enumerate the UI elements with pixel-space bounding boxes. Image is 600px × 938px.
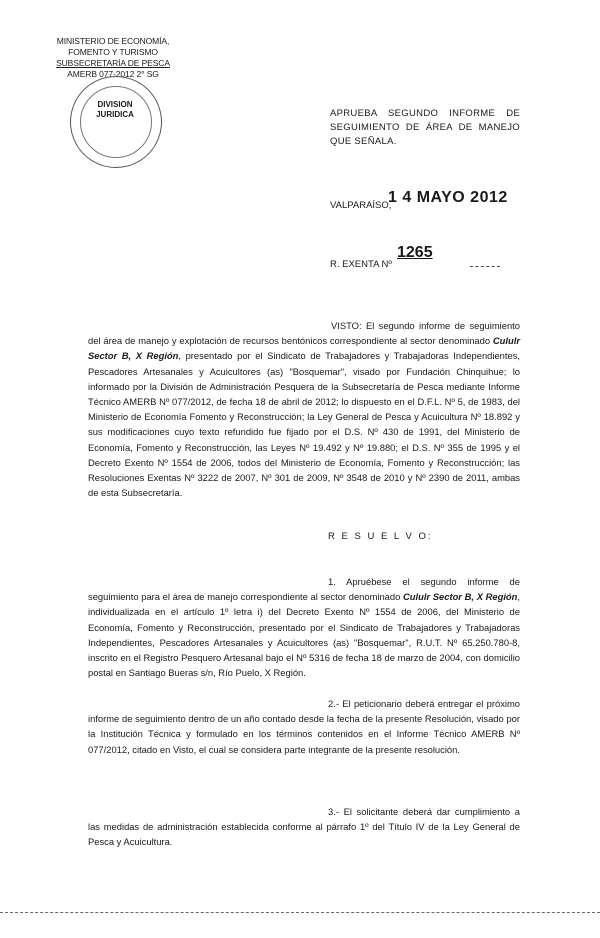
visto-paragraph: VISTO: El segundo informe de seguimiento del área de manejo y explotación de recursos bentónicos correspondiente al sector denominado Cululr Sector B, X Región, presentado por el Sindicato de Trabajadores y Trabajadoras Independientes, Pescadores Artesanales y Acuicultores (as) "Bosquemar", visado por Fundación Chinquihue; lo informado por la División de Administración Pesquera de la Subsecretaría de Pesca mediante Informe Técnico AMERB Nº 077/2012, de fecha 18 de abril de 2012; lo dispuesto en el D.F.L. Nº 5, de 1983, del Ministerio de Economía Fomento y Reconstrucción; la Ley General de Pesca y Acuicultura Nº 18.892 y sus modificaciones cuyo texto refundido fue fijado por el D.S. Nº 430 de 1991, del Ministerio de Economía, Fomento y Reconstrucción, las Leyes Nº 19.492 y Nº 19.880; el D.S. Nº 355 de 1995 y el Decreto Exento Nº 1554 de 2006, todos del Ministerio de Economía, Fomento y Reconstrucción; las Resoluciones Exentas Nº 3222 de 2007, Nº 301 de 2009, Nº 3548 de 2010 y Nº 2390 de 2011, ambas de esta Subsecretaría. [88, 320, 521, 499]
place: VALPARAÍSO, [330, 200, 392, 211]
item-3-lead: 3.- El solicitante deberá dar cumplimiento a [328, 806, 520, 817]
page-bottom-dashes [0, 912, 600, 917]
item-1-lead: 1. Apruébese el segundo informe de [328, 576, 520, 587]
resolution-item-3: 3.- El solicitante deberá dar cumplimiento a las medidas de administración establecida conforme al párrafo 1º del Título IV de la Ley General de Pesca y Acuicultura. [88, 806, 520, 848]
ministry-subname: FOMENTO Y TURISMO [68, 47, 158, 57]
division-seal-inner-ring [80, 86, 152, 158]
date-stamp: 1 4 MAYO 2012 [388, 189, 508, 206]
sector-name: Cululr Sector B, X Región [403, 591, 518, 603]
resolution-item-1: 1. Apruébese el segundo informe de seguimiento para el área de manejo correspondiente al sector denominado Cululr Sector B, X Región, individualizada en el artículo 1º letra i) del Decreto Exento Nº 1554 de 2006, del Ministerio de Economía, Fomento y Reconstrucción, presentado por el Sindicato de Trabajadores y Trabajadoras Independientes, Pescadores Artesanales y Acuicultores (as) "Bosquemar", R.U.T. Nº 65.250.780-8, inscrito en el Registro Pesquero Artesanal bajo el Nº 5316 de fecha 18 de marzo de 2004, con domicilio postal en Santiago Bueras s/n, Río Puelo, X Región. [88, 576, 520, 679]
visto-lead: VISTO: El segundo informe de seguimiento [331, 320, 520, 331]
subsecretaria-name: SUBSECRETARÍA DE PESCA [56, 58, 170, 68]
resuelvo-heading: R E S U E L V O: [328, 531, 433, 542]
resolution-item-2: 2.- El peticionario deberá entregar el próximo informe de seguimiento dentro de un año contado desde la fecha de la presente Resolución, visado por la Institución Técnica y formulado en los términos contenidos en el Informe Técnico AMERB Nº 077/2012, citado en Visto, el cual se considera parte integrante de la presente resolución. [88, 698, 520, 755]
ministry-header [48, 36, 178, 80]
resolution-label: R. EXENTA Nº [330, 259, 392, 270]
resolution-underline [470, 266, 500, 267]
ministry-name: MINISTERIO DE ECONOMÍA, [56, 36, 170, 46]
document-subject: APRUEBA SEGUNDO INFORME DE SEGUIMIENTO DE ÁREA DE MANEJO QUE SEÑALA. [330, 108, 520, 147]
resolution-number: 1265 [397, 244, 433, 261]
sector-name: Cululr Sector B, X Región [88, 335, 520, 362]
reference-code: AMERB 077-2012 2° SG [67, 69, 159, 79]
item-2-lead: 2.- El peticionario deberá entregar el [328, 698, 484, 709]
division-seal-text: DIVISION JURIDICA [96, 100, 134, 119]
